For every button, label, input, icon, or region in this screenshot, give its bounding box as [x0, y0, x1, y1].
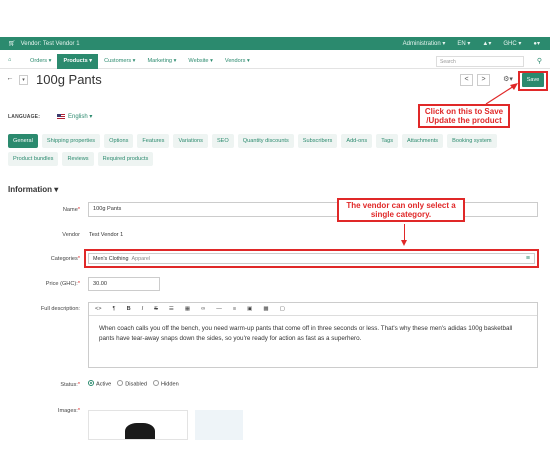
image-icon[interactable]: ▩: [263, 306, 269, 312]
tab-tags[interactable]: Tags: [376, 134, 398, 148]
tab-features[interactable]: Features: [137, 134, 169, 148]
status-disabled-radio[interactable]: Disabled: [117, 381, 147, 387]
tab-attachments[interactable]: Attachments: [402, 134, 443, 148]
vendor-indicator[interactable]: [8, 40, 80, 47]
tab-general[interactable]: General: [8, 134, 38, 148]
tab-variations[interactable]: Variations: [173, 134, 207, 148]
bell-icon: ▲: [482, 41, 489, 47]
strikethrough-icon[interactable]: S: [154, 306, 158, 312]
administration-menu[interactable]: Administration ▾: [402, 41, 446, 47]
page-title: 100g Pants: [36, 72, 102, 87]
required-marker: *: [77, 256, 80, 262]
description-text[interactable]: When coach calls you off the bench, you need warm-up pants that come off in three seconds or less. That's why these men's adidas 100g basketball pants have tear-away snaps down the sides, so you're ready for action as fast as a superhero.: [99, 325, 513, 342]
tab-options[interactable]: Options: [104, 134, 133, 148]
category-value: Men's Clothing: [93, 256, 129, 262]
numbered-list-icon[interactable]: ▦: [184, 306, 191, 312]
tab-quantity-discounts[interactable]: Quantity discounts: [238, 134, 294, 148]
tab-shipping-properties[interactable]: Shipping properties: [42, 134, 100, 148]
tab-booking-system[interactable]: Booking system: [447, 134, 496, 148]
name-label: Name*: [62, 207, 80, 213]
status-label: Status:*: [60, 382, 80, 388]
paragraph-icon[interactable]: ¶: [112, 306, 116, 312]
price-input[interactable]: 30.00: [88, 277, 160, 291]
product-tabs: [8, 134, 538, 170]
tab-product-bundles[interactable]: Product bundles: [8, 152, 58, 166]
language-menu[interactable]: EN ▾: [457, 41, 471, 47]
required-marker: *: [77, 207, 80, 213]
tab-seo[interactable]: SEO: [212, 134, 234, 148]
status-hidden-radio[interactable]: Hidden: [153, 381, 179, 387]
us-flag-icon: [57, 114, 65, 119]
title-dropdown[interactable]: ▾: [19, 75, 28, 85]
name-input[interactable]: 100g Pants: [88, 202, 538, 217]
bold-icon[interactable]: B: [126, 306, 131, 312]
price-label: Price (GHC):*: [45, 281, 80, 287]
nav-marketing[interactable]: Marketing ▾: [147, 58, 177, 64]
video-icon[interactable]: ▢: [279, 306, 285, 312]
required-marker: *: [77, 281, 80, 287]
table-icon[interactable]: ▣: [247, 306, 253, 312]
title-bar: [0, 70, 550, 92]
back-arrow-icon[interactable]: ←: [6, 75, 14, 82]
save-callout-arrow: [480, 82, 520, 106]
description-label: Full description:: [40, 306, 80, 312]
link-icon[interactable]: ∞: [201, 306, 206, 312]
gear-icon[interactable]: ⚙▾: [503, 76, 513, 83]
nav-customers[interactable]: Customers ▾: [104, 58, 136, 64]
main-nav: [0, 54, 550, 69]
menu-icon[interactable]: ≡: [525, 255, 530, 262]
save-button[interactable]: Save: [522, 73, 544, 87]
vendor-label: Vendor: Test Vendor 1: [20, 41, 80, 47]
status-radio-group: [88, 381, 179, 387]
language-label: LANGUAGE:: [8, 114, 41, 120]
nav-orders[interactable]: Orders ▾: [30, 58, 52, 64]
top-bar: [0, 37, 550, 50]
italic-icon[interactable]: I: [141, 306, 144, 312]
tab-reviews[interactable]: Reviews: [62, 152, 93, 166]
nav-vendors[interactable]: Vendors ▾: [224, 58, 250, 64]
pants-image: [125, 423, 155, 440]
editor-toolbar: [89, 303, 537, 316]
radio-checked-icon: [88, 380, 94, 386]
tab-subscribers[interactable]: Subscribers: [298, 134, 338, 148]
categories-label: Categories*: [50, 256, 80, 262]
status-active-radio[interactable]: Active: [88, 381, 111, 387]
vendor-field-label: Vendor: [62, 232, 80, 238]
save-highlight-box: [518, 71, 548, 91]
tab-add-ons[interactable]: Add-ons: [341, 134, 372, 148]
category-callout: The vendor can only select a single category.: [337, 198, 465, 222]
tab-required-products[interactable]: Required products: [98, 152, 154, 166]
align-icon[interactable]: ≡: [232, 306, 237, 312]
vendor-value: Test Vendor 1: [89, 232, 124, 238]
search-icon[interactable]: ⚲: [536, 58, 542, 65]
product-image-thumbnail[interactable]: [88, 410, 188, 440]
nav-products[interactable]: Products ▾: [57, 54, 98, 69]
user-menu[interactable]: ●▾: [533, 41, 540, 47]
image-upload-area[interactable]: [195, 410, 243, 440]
description-editor[interactable]: [88, 302, 538, 368]
required-marker: *: [77, 382, 80, 388]
next-product-button[interactable]: >: [477, 74, 490, 86]
nav-website[interactable]: Website ▾: [188, 58, 213, 64]
code-view-icon[interactable]: <>: [95, 306, 102, 312]
category-select[interactable]: [88, 253, 535, 264]
section-heading[interactable]: Information ▾: [8, 185, 59, 194]
notifications-menu[interactable]: ▲▾: [482, 41, 492, 47]
save-callout: Click on this to Save /Update the product: [418, 104, 510, 128]
search-input[interactable]: Search: [436, 56, 524, 67]
bullet-list-icon[interactable]: ☰: [168, 306, 174, 312]
user-icon: ●: [533, 41, 537, 47]
horizontal-rule-icon[interactable]: —: [216, 306, 222, 312]
radio-unchecked-icon: [153, 380, 159, 386]
prev-product-button[interactable]: <: [460, 74, 473, 86]
radio-unchecked-icon: [117, 380, 123, 386]
required-marker: *: [77, 408, 80, 414]
home-icon[interactable]: ⌂: [8, 57, 12, 63]
category-parent: Apparel: [131, 256, 151, 262]
currency-menu[interactable]: GHC ▾: [503, 41, 522, 47]
images-label: Images:*: [57, 408, 80, 414]
language-select[interactable]: English ▾: [57, 113, 92, 120]
cart-icon: 🛒︎: [8, 41, 16, 47]
category-callout-arrowhead: [401, 240, 407, 246]
